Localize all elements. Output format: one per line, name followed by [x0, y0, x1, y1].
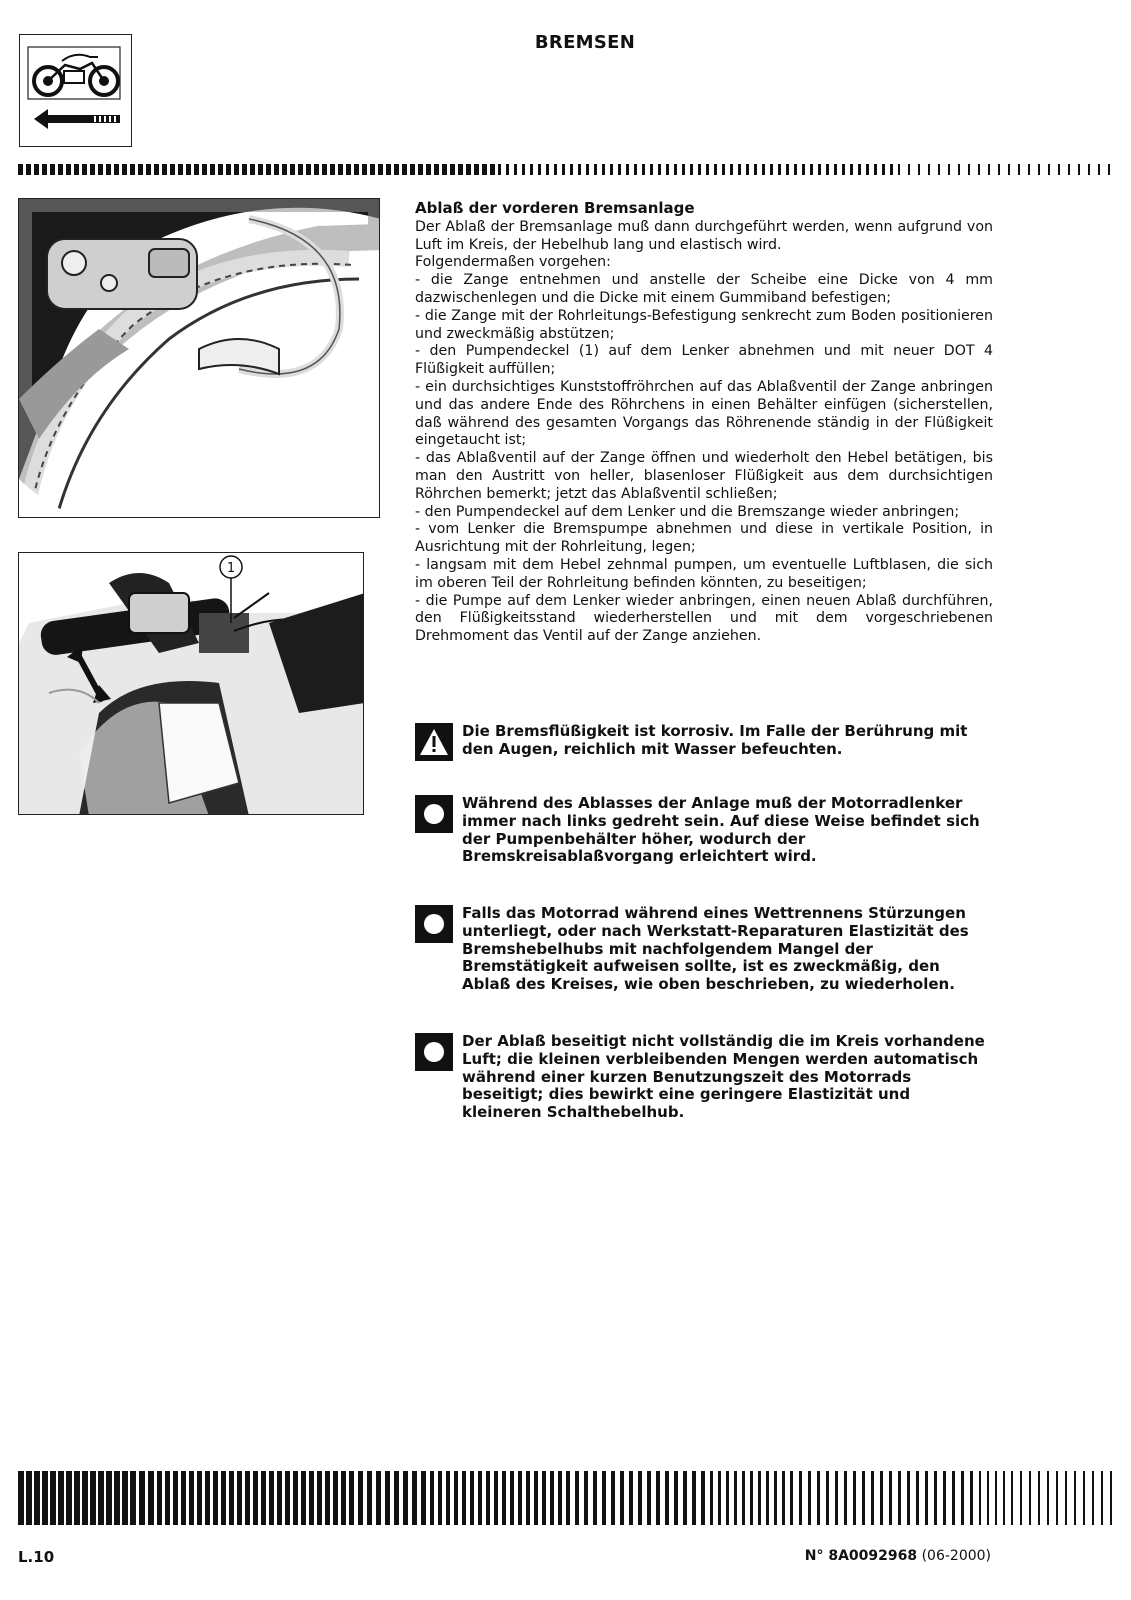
barcode-bar [916, 1471, 919, 1525]
barcode-bar [961, 1471, 964, 1525]
rule-bar [690, 164, 693, 175]
rule-bar [466, 164, 471, 175]
rule-bar [874, 164, 877, 175]
barcode-bar [611, 1471, 615, 1525]
callout-label: 1 [226, 561, 236, 576]
rule-bar [778, 164, 781, 175]
barcode-bar [799, 1471, 802, 1525]
info-text: Der Ablaß beseitigt nicht vollständig die im Kreis vorhandene Luft; die kleinen verbleibenden Mengen werden automatisch während einer kurzen Benutzungszeit des Motorrads beseitigt; dies bewirkt eine geringere Elastizität und kleineren Schalthebelhub. [462, 1032, 985, 1122]
barcode-bar [502, 1471, 506, 1525]
rule-bar [338, 164, 343, 175]
barcode-bar [403, 1471, 408, 1525]
rule-bar [42, 164, 47, 175]
rule-bar [722, 164, 725, 175]
rule-bar [642, 164, 645, 175]
barcode-bar [647, 1471, 651, 1525]
barcode-bar [50, 1471, 56, 1525]
rule-bar [50, 164, 55, 175]
barcode-bar [494, 1471, 498, 1525]
barcode-bar [952, 1471, 955, 1525]
barcode-bar [58, 1471, 64, 1525]
rule-bar [730, 164, 733, 175]
barcode-bar [979, 1471, 981, 1525]
paragraph: Der Ablaß der Bremsanlage muß dann durchgeführt werden, wenn aufgrund von Luft im Kreis, der Hebelhub lang und elastisch wird. [415, 218, 993, 253]
barcode-bar [261, 1471, 266, 1525]
barcode-bar [934, 1471, 937, 1525]
barcode-bar [66, 1471, 72, 1525]
info-icon [415, 905, 453, 943]
step: - die Zange mit der Rohrleitungs-Befestigung senkrecht zum Boden positionieren und zweckmäßig abstützen; [415, 307, 993, 342]
barcode-bar [341, 1471, 346, 1525]
barcode-bar [844, 1471, 847, 1525]
barcode-bar [221, 1471, 226, 1525]
rule-bar [418, 164, 423, 175]
barcode-bar [462, 1471, 466, 1525]
barcode-bar [1083, 1471, 1085, 1525]
barcode-bar [385, 1471, 390, 1525]
barcode-bar [510, 1471, 514, 1525]
info-note [415, 795, 995, 870]
barcode-bar [808, 1471, 811, 1525]
barcode-bar [889, 1471, 892, 1525]
barcode-bar [880, 1471, 883, 1525]
info-text: Während des Ablasses der Anlage muß der Motorradlenker immer nach links gedreht sein. Auf diese Weise befindet sich der Pumpenbehälter höher, wodurch der Bremskreisablaßvorgang erleichtert wird. [462, 794, 980, 866]
rule-bar [226, 164, 231, 175]
page-number: L.10 [18, 1548, 55, 1566]
barcode-bar [349, 1471, 354, 1525]
barcode-bar [293, 1471, 298, 1525]
rule-bar [1088, 164, 1090, 175]
barcode-bar [766, 1471, 769, 1525]
barcode-bar [1110, 1471, 1112, 1525]
barcode-bar [526, 1471, 530, 1525]
rule-bar [998, 164, 1000, 175]
barcode-bar [269, 1471, 274, 1525]
rule-bar [698, 164, 701, 175]
barcode-bar [995, 1471, 997, 1525]
barcode-bar [74, 1471, 80, 1525]
barcode-bar [1011, 1471, 1013, 1525]
barcode-bar [550, 1471, 554, 1525]
barcode-bar [446, 1471, 450, 1525]
rule-bar [810, 164, 813, 175]
barcode-bar [181, 1471, 186, 1525]
rule-bar [762, 164, 765, 175]
rule-bar [1048, 164, 1050, 175]
rule-bar [1108, 164, 1110, 175]
rule-bar [130, 164, 135, 175]
rule-bar [866, 164, 869, 175]
rule-bar [98, 164, 103, 175]
barcode-bar [229, 1471, 234, 1525]
rule-bar [918, 164, 920, 175]
rule-bar [146, 164, 151, 175]
barcode-bar [817, 1471, 820, 1525]
barcode-bar [758, 1471, 761, 1525]
rule-bar [882, 164, 885, 175]
rule-bar [290, 164, 295, 175]
barcode-bar [1056, 1471, 1058, 1525]
rule-bar [82, 164, 87, 175]
rule-bar [714, 164, 717, 175]
barcode-bar [665, 1471, 669, 1525]
rule-bar [666, 164, 669, 175]
rule-bar [1068, 164, 1070, 175]
barcode-bar [18, 1471, 24, 1525]
warning-note [415, 723, 995, 763]
rule-bar [538, 164, 541, 175]
rule-bar [202, 164, 207, 175]
barcode-bar [518, 1471, 522, 1525]
barcode-bar [593, 1471, 597, 1525]
barcode-bar [245, 1471, 250, 1525]
info-note [415, 905, 995, 1000]
rule-bar [322, 164, 327, 175]
barcode-bar [710, 1471, 713, 1525]
barcode-bar [774, 1471, 777, 1525]
rule-bar [378, 164, 383, 175]
barcode-bar [237, 1471, 242, 1525]
rule-bar [786, 164, 789, 175]
barcode-bar [376, 1471, 381, 1525]
barcode-bar [638, 1471, 642, 1525]
barcode-bar [285, 1471, 290, 1525]
rule-bar [546, 164, 549, 175]
rule-bar [834, 164, 837, 175]
barcode-bar [139, 1471, 145, 1525]
rule-bar [138, 164, 143, 175]
rule-bar [274, 164, 279, 175]
rule-bar [594, 164, 597, 175]
barcode-bar [871, 1471, 874, 1525]
barcode-bar [734, 1471, 737, 1525]
rule-bar [34, 164, 39, 175]
barcode-bar [943, 1471, 946, 1525]
rule-bar [410, 164, 415, 175]
rule-bar [658, 164, 661, 175]
barcode-bar [301, 1471, 306, 1525]
rule-bar [610, 164, 613, 175]
barcode-bar [205, 1471, 210, 1525]
barcode-bar [656, 1471, 660, 1525]
barcode-bar [925, 1471, 928, 1525]
barcode-bar [558, 1471, 562, 1525]
rule-bar [490, 164, 495, 175]
barcode-bar [213, 1471, 218, 1525]
rule-bar [1028, 164, 1030, 175]
rule-bar [298, 164, 303, 175]
step: - den Pumpendeckel auf dem Lenker und die Bremszange wieder anbringen; [415, 503, 960, 520]
rule-bar [306, 164, 311, 175]
barcode-bar [683, 1471, 687, 1525]
handlebar-pump-photo [18, 552, 364, 815]
barcode-bar [470, 1471, 474, 1525]
rule-bar [850, 164, 853, 175]
barcode-bar [987, 1471, 989, 1525]
rule-bar [826, 164, 829, 175]
barcode-bar [367, 1471, 372, 1525]
barcode-bar [826, 1471, 829, 1525]
barcode-bar [534, 1471, 538, 1525]
rule-bar [282, 164, 287, 175]
step: - das Ablaßventil auf der Zange öffnen und wiederholt den Hebel betätigen, bis man den Austritt von heller, blasenloser Flüßigkeit aus dem durchsichtigen Röhrchen bemerkt; jetzt das Ablaßventil schließen; [415, 450, 993, 502]
procedure-text [415, 200, 993, 646]
rule-bar [234, 164, 239, 175]
barcode-bar [90, 1471, 96, 1525]
rule-bar [842, 164, 845, 175]
step: - langsam mit dem Hebel zehnmal pumpen, um eventuelle Luftblasen, die sich im oberen Teil der Rohrleitung befinden könnten, zu beseitigen; [415, 556, 993, 591]
rule-bar [1098, 164, 1100, 175]
rule-bar [106, 164, 111, 175]
rule-bar [570, 164, 573, 175]
rule-bar [58, 164, 63, 175]
barcode-bar [898, 1471, 901, 1525]
rule-bar [514, 164, 517, 175]
header-rule [18, 164, 1113, 175]
barcode-bar [486, 1471, 490, 1525]
rule-bar [442, 164, 447, 175]
barcode-bar [189, 1471, 194, 1525]
page-title: BREMSEN [534, 32, 636, 53]
rule-bar [74, 164, 79, 175]
barcode-bar [430, 1471, 434, 1525]
barcode-bar [542, 1471, 546, 1525]
rule-bar [738, 164, 741, 175]
barcode-bar [629, 1471, 633, 1525]
rule-bar [746, 164, 749, 175]
document-number [805, 1548, 991, 1564]
warning-text: Die Bremsflüßigkeit ist korrosiv. Im Falle der Berührung mit den Augen, reichlich mit Wasser befeuchten. [462, 722, 968, 758]
barcode-bar [325, 1471, 330, 1525]
rule-bar [474, 164, 479, 175]
barcode-bar [1038, 1471, 1040, 1525]
rule-bar [394, 164, 399, 175]
barcode-bar [782, 1471, 785, 1525]
barcode-bar [1065, 1471, 1067, 1525]
barcode-bar [692, 1471, 696, 1525]
barcode-bar [1092, 1471, 1094, 1525]
rule-bar [250, 164, 255, 175]
rule-bar [162, 164, 167, 175]
barcode-bar [98, 1471, 104, 1525]
rule-bar [586, 164, 589, 175]
barcode-bar [309, 1471, 314, 1525]
rule-bar [958, 164, 960, 175]
rule-bar [1078, 164, 1080, 175]
barcode-bar [584, 1471, 588, 1525]
barcode-bar [277, 1471, 282, 1525]
barcode-bar [317, 1471, 322, 1525]
barcode-bar [835, 1471, 838, 1525]
rule-bar [928, 164, 930, 175]
barcode-bar [122, 1471, 128, 1525]
footer-barcode [18, 1471, 1113, 1525]
rule-bar [794, 164, 797, 175]
barcode-bar [394, 1471, 399, 1525]
barcode-bar [862, 1471, 865, 1525]
rule-bar [194, 164, 199, 175]
rule-bar [434, 164, 439, 175]
rule-bar [554, 164, 557, 175]
rule-bar [498, 164, 501, 175]
barcode-bar [701, 1471, 705, 1525]
barcode-bar [742, 1471, 745, 1525]
barcode-bar [1074, 1471, 1076, 1525]
rule-bar [114, 164, 119, 175]
barcode-bar [750, 1471, 753, 1525]
rule-bar [362, 164, 367, 175]
rule-bar [242, 164, 247, 175]
rule-bar [1058, 164, 1060, 175]
step: - den Pumpendeckel (1) auf dem Lenker abnehmen und mit neuer DOT 4 Flüßigkeit auffüllen; [415, 343, 993, 378]
rule-bar [626, 164, 629, 175]
step: - die Zange entnehmen und anstelle der Scheibe eine Dicke von 4 mm dazwischenlegen und die Dicke mit einem Gummiband befestigen; [415, 272, 993, 306]
rule-bar [1038, 164, 1040, 175]
barcode-bar [454, 1471, 458, 1525]
barcode-bar [970, 1471, 973, 1525]
info-text: Falls das Motorrad während eines Wettrennens Stürzungen unterliegt, oder nach Werkstatt-Reparaturen Elastizität des Bremshebelhubs mit nachfolgendem Mangel der Bremstätigkeit aufweisen sollte, ist es zweckmäßig, den Ablaß des Kreises, wie oben beschrieben, zu wiederholen. [462, 904, 969, 994]
rule-bar [562, 164, 565, 175]
barcode-bar [157, 1471, 162, 1525]
rule-bar [450, 164, 455, 175]
rule-bar [370, 164, 375, 175]
info-icon [415, 1033, 453, 1071]
barcode-bar [42, 1471, 48, 1525]
rule-bar [602, 164, 605, 175]
barcode-bar [478, 1471, 482, 1525]
rule-bar [506, 164, 509, 175]
rule-bar [802, 164, 805, 175]
rule-bar [770, 164, 773, 175]
step: - die Pumpe auf dem Lenker wieder anbringen, einen neuen Ablaß durchführen, den Flüßigkeitsstand wiederherstellen und mit dem vorgeschriebenen Drehmoment das Ventil auf der Zange anziehen. [415, 592, 993, 645]
rule-bar [402, 164, 407, 175]
barcode-bar [790, 1471, 793, 1525]
barcode-bar [853, 1471, 856, 1525]
barcode-bar [82, 1471, 88, 1525]
doc-number: N° 8A0092968 [804, 1548, 918, 1564]
rule-bar [978, 164, 980, 175]
rule-bar [530, 164, 533, 175]
info-note [415, 1033, 995, 1128]
rule-bar [266, 164, 271, 175]
doc-date: (06-2000) [921, 1548, 991, 1564]
rule-bar [908, 164, 910, 175]
rule-bar [988, 164, 990, 175]
barcode-bar [602, 1471, 606, 1525]
barcode-bar [438, 1471, 442, 1525]
barcode-bar [1047, 1471, 1049, 1525]
barcode-bar [412, 1471, 417, 1525]
rule-bar [818, 164, 821, 175]
rule-bar [170, 164, 175, 175]
barcode-bar [148, 1471, 154, 1525]
rule-bar [754, 164, 757, 175]
barcode-bar [130, 1471, 136, 1525]
barcode-bar [566, 1471, 570, 1525]
barcode-bar [173, 1471, 178, 1525]
rule-bar [1008, 164, 1010, 175]
rule-bar [26, 164, 31, 175]
rule-bar [968, 164, 970, 175]
rule-bar [890, 164, 893, 175]
barcode-bar [197, 1471, 202, 1525]
rule-bar [354, 164, 359, 175]
rule-bar [706, 164, 709, 175]
barcode-bar [358, 1471, 363, 1525]
rule-bar [426, 164, 431, 175]
rule-bar [66, 164, 71, 175]
warning-icon [415, 723, 453, 761]
rule-bar [458, 164, 463, 175]
rule-bar [346, 164, 351, 175]
rule-bar [682, 164, 685, 175]
barcode-bar [907, 1471, 910, 1525]
rule-bar [482, 164, 487, 175]
rule-bar [674, 164, 677, 175]
info-icon [415, 795, 453, 833]
barcode-bar [253, 1471, 258, 1525]
rule-bar [18, 164, 23, 175]
rule-bar [948, 164, 950, 175]
barcode-bar [620, 1471, 624, 1525]
rule-bar [218, 164, 223, 175]
rule-bar [178, 164, 183, 175]
step: - vom Lenker die Bremspumpe abnehmen und diese in vertikale Position, in Ausrichtung mit der Rohrleitung, legen; [415, 521, 993, 556]
rule-bar [90, 164, 95, 175]
section-heading: Ablaß der vorderen Bremsanlage [415, 199, 695, 217]
barcode-bar [1029, 1471, 1031, 1525]
rule-bar [650, 164, 653, 175]
rule-bar [314, 164, 319, 175]
rule-bar [186, 164, 191, 175]
step: - ein durchsichtiges Kunststoffröhrchen auf das Ablaßventil der Zange anbringen und das andere Ende des Röhrchens in einen Behälter einfügen (sicherstellen, daß während des gesamten Vorgangs das Röhrenende ständig in der Flüßigkeit eingetaucht ist; [415, 378, 993, 449]
rule-bar [386, 164, 391, 175]
barcode-bar [575, 1471, 579, 1525]
paragraph: Folgendermaßen vorgehen: [415, 254, 611, 271]
barcode-bar [106, 1471, 112, 1525]
barcode-bar [726, 1471, 729, 1525]
rule-bar [858, 164, 861, 175]
rule-bar [938, 164, 940, 175]
barcode-bar [333, 1471, 338, 1525]
barcode-bar [674, 1471, 678, 1525]
rule-bar [122, 164, 127, 175]
barcode-bar [718, 1471, 721, 1525]
rule-bar [1018, 164, 1020, 175]
barcode-bar [1020, 1471, 1022, 1525]
barcode-bar [421, 1471, 426, 1525]
barcode-bar [26, 1471, 32, 1525]
barcode-bar [1101, 1471, 1103, 1525]
brake-caliper-photo [18, 198, 380, 518]
barcode-bar [165, 1471, 170, 1525]
rule-bar [618, 164, 621, 175]
rule-bar [258, 164, 263, 175]
rule-bar [210, 164, 215, 175]
barcode-bar [34, 1471, 40, 1525]
rule-bar [330, 164, 335, 175]
rule-bar [522, 164, 525, 175]
rule-bar [578, 164, 581, 175]
rule-bar [634, 164, 637, 175]
rule-bar [154, 164, 159, 175]
rule-bar [898, 164, 900, 175]
barcode-bar [1003, 1471, 1005, 1525]
barcode-bar [114, 1471, 120, 1525]
